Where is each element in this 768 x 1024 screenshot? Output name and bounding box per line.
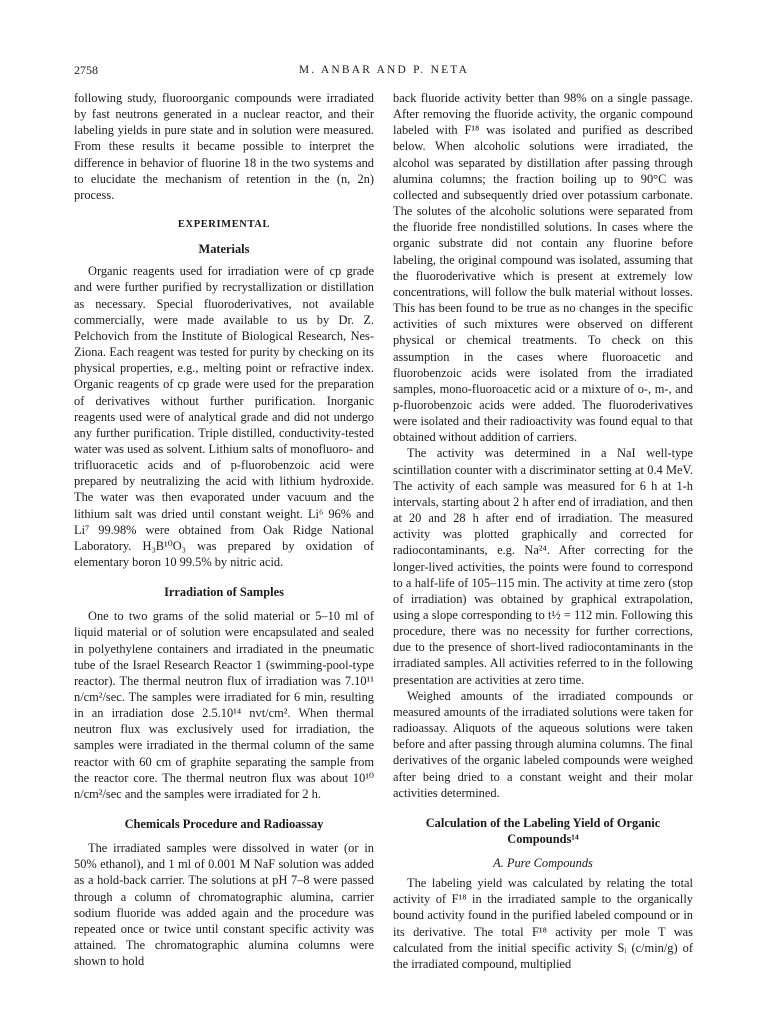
right-column — [393, 90, 693, 972]
weighed-paragraph: Weighed amounts of the irradiated compounds or measured amounts of the irradiated solutions were taken for radioassay. Aliquots of the aqueous solutions were taken before and after passing through alumina columns. The final derivatives of the organic labeled compounds were weighed after being dried to a constant weight and their molar activities determined. — [393, 688, 693, 800]
labeling-paragraph: The labeling yield was calculated by relating the total activity of F¹⁸ in the irradiated sample to the organically bound activity found in the purified labeled compound or in its derivative. The total F¹⁸ activity per mole T was calculated from the initial specific activity Sᵢ (c/min/g) of the irradiated compound, multiplied — [393, 876, 693, 971]
experimental-heading: EXPERIMENTAL — [177, 219, 271, 231]
running-head — [74, 62, 694, 78]
pure-compounds-heading: A. Pure Compounds — [493, 855, 593, 870]
left-column — [74, 90, 374, 969]
chemicals-heading: Chemicals Procedure and Radioassay — [124, 817, 324, 832]
intro-paragraph: following study, fluoroorganic compounds were irradiated by fast neutrons generated in a nuclear reactor, and their labeling yields in pure state and in solution were measured. From these results it became possible to interpret the difference in behavior of fluorine 18 in the two systems and to elucidate the mechanism of retention in the (n, 2n) process. — [74, 91, 374, 202]
continuation-paragraph: back fluoride activity better than 98% on a single passage. After removing the fluoride activity, the organic compound labeled with F¹⁸ was isolated and purified as described below. When alcoholic solutions were irradiated, the alcohol was separated by distillation after passing through alumina columns; the fraction boiling up to 90°C was collected and subsequently dried over potassium carbonate. The solutes of the alcoholic solutions were separated from the fluoride free nondistilled solutions. In cases where the organic substrate did not contain any fluorine before labeling, the original compound was isolated, assuming that the fluoroderivative which is present at extremely low concentrations, will follow the bulk material without losses. This has been found to be true as no changes in the specific activities of such mixtures were observed on different physical or chemical treatments. To check on this assumption in the cases where fluoroacetic and fluorobenzoic acids were isolated from the irradiated samples, mono-fluoroacetic acid or a mixture of o-, m-, and p-fluorobenzoic acids were added. The fluoroderivatives were isolated and their radioactivity was found equal to that obtained without addition of carriers. — [393, 91, 693, 445]
page-number: 2758 — [74, 63, 98, 77]
irradiation-heading: Irradiation of Samples — [164, 585, 284, 600]
calculation-heading: Calculation of the Labeling Yield of Organic Compounds¹⁴ — [425, 815, 661, 846]
running-head-authors: M. ANBAR AND P. NETA — [298, 64, 470, 76]
irradiation-paragraph: One to two grams of the solid material or 5–10 ml of liquid material or of solution were encapsulated and sealed in polyethylene containers and irradiated in the pneumatic tube of the Israel Research Reactor 1 (swimming-pool-type reactor). The thermal neutron flux of irradiation was 7.10¹¹ n/cm²/sec. The samples were irradiated for 6 min, resulting in an irradiation dose 2.5.10¹⁴ nvt/cm². When thermal neutron flux was exclusively used for irradiation, the samples were irradiated in the thermal column of the same reactor with 60 cm of graphite separating the sample from the reactor core. The thermal neutron flux was about 10¹⁰ n/cm²/sec and the samples were irradiated for 2 h. — [74, 609, 374, 801]
materials-heading: Materials — [198, 242, 250, 257]
chemicals-paragraph: The irradiated samples were dissolved in water (or in 50% ethanol), and 1 ml of 0.001 M NaF solution was added as a hold-back carrier. The solutions at pH 7–8 were passed through a column of chromatographic alumina, carrier sodium fluoride was added again and the procedure was repeated once or twice until constant specific activity was attained. The chromatographic alumina columns were shown to hold — [74, 841, 374, 969]
activity-paragraph: The activity was determined in a NaI well-type scintillation counter with a discriminator setting at 0.4 MeV. The activity of each sample was measured for 6 h at 1-h intervals, starting about 2 h after end of irradiation, and then at 20 and 28 h after end of irradiation. The measured activity was plotted graphically and corrected for radiocontaminants, e.g. Na²⁴. After correcting for the longer-lived activities, the points were found to correspond to a half-life of 105–115 min. The activity at time zero (stop of irradiation) was obtained by graphical extrapolation, using a slope corresponding to t½ = 112 min. Following this procedure, there was no necessity for further corrections, due to the presence of short-lived radiocontaminants in the irradiated samples. All activities referred to in the following presentation are activities at zero time. — [393, 446, 693, 687]
materials-paragraph: Organic reagents used for irradiation were of cp grade and were further purified by recrystallization or distillation as necessary. Special fluoroderivatives, not available commercially, were made available to us by Dr. Z. Pelchovich from the Institute of Biological Research, Nes-Ziona. Each reagent was tested for purity by checking on its physical properties, e.g., melting point or refractive index. Organic reagents of cp grade were used for the preparation of derivatives without further purification. Inorganic reagents used were of analytical grade and did not undergo any further purification. Triple distilled, conductivity-tested water was used as solvent. Lithium salts of monofluoro- and trifluoracetic acids and of p-fluorobenzoic acid were prepared by neutralizing the acid with lithium hydroxide. The water was then evaporated under vacuum and the lithium salt was dried until constant weight. Li⁶ 96% and Li⁷ 99.98% were obtained from Oak Ridge National Laboratory. H₃B¹⁰O₃ was prepared by oxidation of elementary boron 10 99.5% by nitric acid. — [74, 264, 374, 570]
